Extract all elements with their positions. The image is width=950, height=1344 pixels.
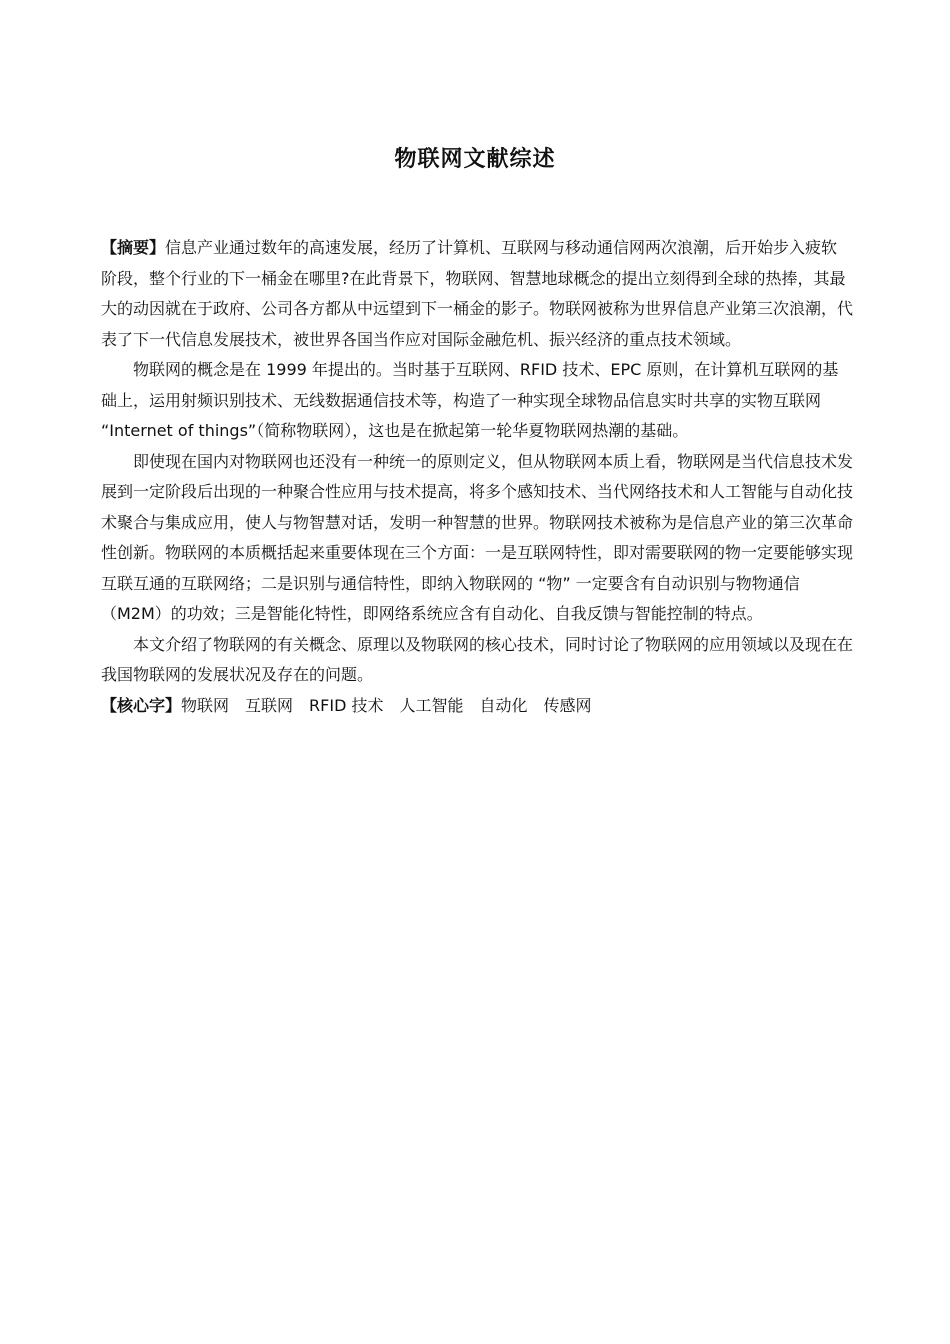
keyword-item: 自动化 xyxy=(479,695,528,715)
document-title: 物联网文献综述 xyxy=(394,147,556,172)
keywords-paragraph xyxy=(101,691,853,722)
keywords-label: 【核心字】 xyxy=(101,695,182,715)
document-body xyxy=(101,233,853,721)
body-paragraph-3: 本文介绍了物联网的有关概念、原理以及物联网的核心技术，同时讨论了物联网的应用领域以及现在在我国物联网的发展状况及存在的问题。 xyxy=(101,634,854,684)
keyword-item: 互联网 xyxy=(245,695,294,715)
abstract-text: 信息产业通过数年的高速发展，经历了计算机、互联网与移动通信网两次浪潮，后开始步入疲软阶段，整个行业的下一桶金在哪里?在此背景下，物联网、智慧地球概念的提出立刻得到全球的热捧，其最大的动因就在于政府、公司各方都从中远望到下一桶金的影子。物联网被称为世界信息产业第三次浪潮，代表了下一代信息发展技术，被世界各国当作应对国际金融危机、振兴经济的重点技术领域。 xyxy=(101,238,854,349)
keyword-item: 物联网 xyxy=(181,695,230,715)
body-paragraph-2: 即使现在国内对物联网也还没有一种统一的原则定义，但从物联网本质上看，物联网是当代信息技术发展到一定阶段后出现的一种聚合性应用与技术提高，将多个感知技术、当代网络技术和人工智能与自动化技术聚合与集成应用，使人与物智慧对话，发明一种智慧的世界。物联网技术被称为是信息产业的第三次革命性创新。物联网的本质概括起来重要体现在三个方面：一是互联网特性，即对需要联网的物一定要能够实现互联互通的互联网络；二是识别与通信特性，即纳入物联网的 “物” 一定要含有自动识别与物物通信（M2M）的功效；三是智能化特性，即网络系统应含有自动化、自我反馈与智能控制的特点。 xyxy=(101,451,854,623)
keyword-item: 传感网 xyxy=(543,695,592,715)
keyword-item: 人工智能 xyxy=(399,695,464,715)
keyword-item: RFID 技术 xyxy=(309,695,384,715)
body-paragraph-1: 物联网的概念是在 1999 年提出的。当时基于互联网、RFID 技术、EPC 原则，在计算机互联网的基础上，运用射频识别技术、无线数据通信技术等，构造了一种实现全球物品信息实时共享的实物互联网 “Internet of things”（简称物联网），这也是在掀起第一轮华夏物联网热潮的基础。 xyxy=(101,360,839,440)
abstract-paragraph xyxy=(101,233,853,355)
abstract-label: 【摘要】 xyxy=(101,238,166,257)
